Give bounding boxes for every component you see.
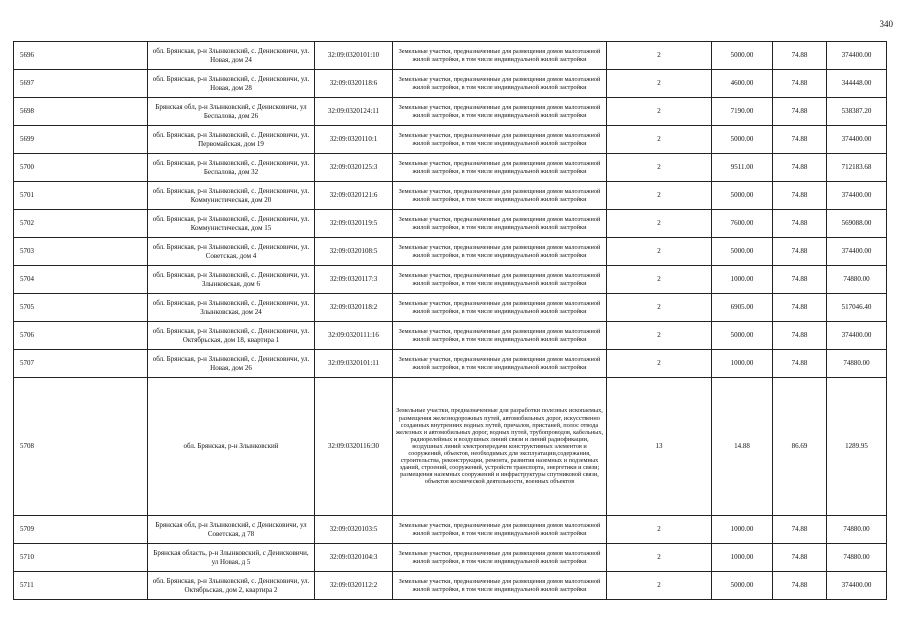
row-number: 5705: [14, 294, 148, 322]
area-cell: 4600.00: [712, 70, 773, 98]
cadastral-number-cell: 32:09:0320101:10: [315, 42, 393, 70]
row-number: 5701: [14, 182, 148, 210]
address-cell: обл. Брянская, р-н Злынковский, с. Денисковичи, ул. Злынковская, дом 24: [148, 294, 315, 322]
cadastral-number-cell: 32:09:0320119:5: [315, 210, 393, 238]
table-row: [14, 70, 887, 98]
row-number: 5700: [14, 154, 148, 182]
land-use-cell: Земельные участки, предназначенные для размещения домов малоэтажной жилой застройки, в том числе индивидуальной жилой застройки: [393, 210, 607, 238]
rate-cell: 74.88: [773, 350, 827, 378]
address-cell: обл. Брянская, р-н Злынковский, с. Денисковичи, ул. Октябрьская, дом 18, квартира 1: [148, 322, 315, 350]
land-use-cell: Земельные участки, предназначенные для разработки полезных ископаемых, размещения железнодорожных путей, автомобильных дорог, искусственно созданных внутренних водных путей, причалов, пристаней, полос отвода железных и автомобильных дорог, водных путей, трубопроводов, кабельных, радиорелейных и воздушных линий связи и линий радиофикации, воздушных линий электропередачи конструктивных элементов и сооружений, объектов, необходимых для эксплуатации,содержания, строительства, реконструкции, ремонта, развития наземных и подземных зданий, строений, сооружений, устройств транспорта, энергетики и связи; размещения наземных сооружений и инфраструктуры спутниковой связи, объектов космической деятельности, военных объектов: [393, 378, 607, 516]
rate-cell: 74.88: [773, 182, 827, 210]
area-cell: 5000.00: [712, 238, 773, 266]
row-number: 5698: [14, 98, 148, 126]
group-cell: 2: [607, 350, 712, 378]
row-number: 5707: [14, 350, 148, 378]
cadastral-number-cell: 32:09:0320103:5: [315, 516, 393, 544]
value-cell: 344448.00: [827, 70, 887, 98]
land-use-cell: Земельные участки, предназначенные для размещения домов малоэтажной жилой застройки, в том числе индивидуальной жилой застройки: [393, 42, 607, 70]
group-cell: 2: [607, 544, 712, 572]
land-use-cell: Земельные участки, предназначенные для размещения домов малоэтажной жилой застройки, в том числе индивидуальной жилой застройки: [393, 294, 607, 322]
row-number: 5704: [14, 266, 148, 294]
rate-cell: 74.88: [773, 154, 827, 182]
rate-cell: 74.88: [773, 266, 827, 294]
group-cell: 2: [607, 516, 712, 544]
rate-cell: 74.88: [773, 544, 827, 572]
land-use-cell: Земельные участки, предназначенные для размещения домов малоэтажной жилой застройки, в том числе индивидуальной жилой застройки: [393, 322, 607, 350]
cadastral-number-cell: 32:09:0320125:3: [315, 154, 393, 182]
area-cell: 9511.00: [712, 154, 773, 182]
value-cell: 374400.00: [827, 322, 887, 350]
value-cell: 374400.00: [827, 42, 887, 70]
address-cell: обл. Брянская, р-н Злынковский, с. Денисковичи, ул. Коммунистическая, дом 20: [148, 182, 315, 210]
address-cell: обл. Брянская, р-н Злынковский: [148, 378, 315, 516]
rate-cell: 74.88: [773, 98, 827, 126]
land-use-cell: Земельные участки, предназначенные для размещения домов малоэтажной жилой застройки, в том числе индивидуальной жилой застройки: [393, 572, 607, 600]
land-use-cell: Земельные участки, предназначенные для размещения домов малоэтажной жилой застройки, в том числе индивидуальной жилой застройки: [393, 266, 607, 294]
group-cell: 2: [607, 70, 712, 98]
row-number: 5696: [14, 42, 148, 70]
table-row: [14, 238, 887, 266]
page-number: 340: [879, 19, 893, 29]
value-cell: 374400.00: [827, 238, 887, 266]
table-row: [14, 182, 887, 210]
row-number: 5710: [14, 544, 148, 572]
table-row: [14, 516, 887, 544]
group-cell: 2: [607, 322, 712, 350]
table-row: [14, 544, 887, 572]
rate-cell: 74.88: [773, 572, 827, 600]
value-cell: 74880.00: [827, 266, 887, 294]
land-use-cell: Земельные участки, предназначенные для размещения домов малоэтажной жилой застройки, в том числе индивидуальной жилой застройки: [393, 70, 607, 98]
address-cell: обл. Брянская, р-н Злынковский, с. Денисковичи, ул. Первомайская, дом 19: [148, 126, 315, 154]
land-use-cell: Земельные участки, предназначенные для размещения домов малоэтажной жилой застройки, в том числе индивидуальной жилой застройки: [393, 154, 607, 182]
area-cell: 5000.00: [712, 42, 773, 70]
table-row: [14, 42, 887, 70]
address-cell: Брянская область, р-н Злынковский, с Денисковичи, ул Новая, д 5: [148, 544, 315, 572]
table-row: [14, 572, 887, 600]
value-cell: 1289.95: [827, 378, 887, 516]
land-use-cell: Земельные участки, предназначенные для размещения домов малоэтажной жилой застройки, в том числе индивидуальной жилой застройки: [393, 350, 607, 378]
table-row: [14, 322, 887, 350]
group-cell: 2: [607, 294, 712, 322]
cadastral-number-cell: 32:09:0320118:6: [315, 70, 393, 98]
value-cell: 74880.00: [827, 516, 887, 544]
address-cell: обл. Брянская, р-н Злынковский, с. Денисковичи, ул. Октябрьская, дом 2, квартира 2: [148, 572, 315, 600]
group-cell: 2: [607, 572, 712, 600]
area-cell: 7190.00: [712, 98, 773, 126]
rate-cell: 74.88: [773, 210, 827, 238]
table-row: [14, 210, 887, 238]
row-number: 5703: [14, 238, 148, 266]
cadastral-number-cell: 32:09:0320117:3: [315, 266, 393, 294]
address-cell: обл. Брянская, р-н Злынковский, с. Денисковичи, ул. Беспалова, дом 32: [148, 154, 315, 182]
row-number: 5708: [14, 378, 148, 516]
row-number: 5709: [14, 516, 148, 544]
group-cell: 2: [607, 182, 712, 210]
table-row: [14, 154, 887, 182]
group-cell: 2: [607, 266, 712, 294]
address-cell: обл. Брянская, р-н Злынковский, с. Денисковичи, ул. Коммунистическая, дом 15: [148, 210, 315, 238]
value-cell: 74880.00: [827, 350, 887, 378]
rate-cell: 74.88: [773, 126, 827, 154]
address-cell: обл. Брянская, р-н Злынковский, с. Денисковичи, ул. Новая, дом 26: [148, 350, 315, 378]
group-cell: 2: [607, 210, 712, 238]
area-cell: 1000.00: [712, 516, 773, 544]
area-cell: 1000.00: [712, 266, 773, 294]
area-cell: 5000.00: [712, 126, 773, 154]
area-cell: 7600.00: [712, 210, 773, 238]
table-row: [14, 98, 887, 126]
address-cell: обл. Брянская, р-н Злынковский, с. Денисковичи, ул. Злынковская, дом 6: [148, 266, 315, 294]
cadastral-number-cell: 32:09:0320121:6: [315, 182, 393, 210]
cadastral-number-cell: 32:09:0320108:5: [315, 238, 393, 266]
rate-cell: 74.88: [773, 294, 827, 322]
group-cell: 2: [607, 42, 712, 70]
table-row: [14, 378, 887, 516]
land-use-cell: Земельные участки, предназначенные для размещения домов малоэтажной жилой застройки, в том числе индивидуальной жилой застройки: [393, 126, 607, 154]
address-cell: обл. Брянская, р-н Злынковский, с. Денисковичи, ул. Новая, дом 24: [148, 42, 315, 70]
address-cell: обл. Брянская, р-н Злынковский, с. Денисковичи, ул. Новая, дом 28: [148, 70, 315, 98]
row-number: 5702: [14, 210, 148, 238]
area-cell: 6905.00: [712, 294, 773, 322]
table-row: [14, 294, 887, 322]
row-number: 5706: [14, 322, 148, 350]
rate-cell: 74.88: [773, 322, 827, 350]
rate-cell: 74.88: [773, 516, 827, 544]
group-cell: 2: [607, 126, 712, 154]
value-cell: 74880.00: [827, 544, 887, 572]
land-use-cell: Земельные участки, предназначенные для размещения домов малоэтажной жилой застройки, в том числе индивидуальной жилой застройки: [393, 98, 607, 126]
address-cell: обл. Брянская, р-н Злынковский, с. Денисковичи, ул. Советская, дом 4: [148, 238, 315, 266]
table-row: [14, 126, 887, 154]
area-cell: 5000.00: [712, 182, 773, 210]
value-cell: 374400.00: [827, 182, 887, 210]
area-cell: 14.88: [712, 378, 773, 516]
cadastral-number-cell: 32:09:0320112:2: [315, 572, 393, 600]
value-cell: 374400.00: [827, 572, 887, 600]
area-cell: 1000.00: [712, 544, 773, 572]
table-row: [14, 266, 887, 294]
rate-cell: 74.88: [773, 70, 827, 98]
area-cell: 5000.00: [712, 572, 773, 600]
table-row: [14, 350, 887, 378]
row-number: 5697: [14, 70, 148, 98]
group-cell: 13: [607, 378, 712, 516]
rate-cell: 74.88: [773, 42, 827, 70]
group-cell: 2: [607, 238, 712, 266]
address-cell: Брянская обл, р-н Злынковский, с Денисковичи, ул Советская, д 78: [148, 516, 315, 544]
cadastral-number-cell: 32:09:0320110:1: [315, 126, 393, 154]
land-use-cell: Земельные участки, предназначенные для размещения домов малоэтажной жилой застройки, в том числе индивидуальной жилой застройки: [393, 516, 607, 544]
cadastral-number-cell: 32:09:0320116:30: [315, 378, 393, 516]
rate-cell: 86.69: [773, 378, 827, 516]
cadastral-number-cell: 32:09:0320124:11: [315, 98, 393, 126]
value-cell: 712183.68: [827, 154, 887, 182]
land-use-cell: Земельные участки, предназначенные для размещения домов малоэтажной жилой застройки, в том числе индивидуальной жилой застройки: [393, 182, 607, 210]
group-cell: 2: [607, 154, 712, 182]
value-cell: 374400.00: [827, 126, 887, 154]
land-use-cell: Земельные участки, предназначенные для размещения домов малоэтажной жилой застройки, в том числе индивидуальной жилой застройки: [393, 238, 607, 266]
area-cell: 5000.00: [712, 322, 773, 350]
land-use-cell: Земельные участки, предназначенные для размещения домов малоэтажной жилой застройки, в том числе индивидуальной жилой застройки: [393, 544, 607, 572]
rate-cell: 74.88: [773, 238, 827, 266]
table-body: [14, 42, 887, 600]
address-cell: Брянская обл, р-н Злынковский, с Денисковичи, ул Беспалова, дом 26: [148, 98, 315, 126]
row-number: 5699: [14, 126, 148, 154]
value-cell: 517046.40: [827, 294, 887, 322]
area-cell: 1000.00: [712, 350, 773, 378]
row-number: 5711: [14, 572, 148, 600]
value-cell: 569088.00: [827, 210, 887, 238]
cadastral-number-cell: 32:09:0320104:3: [315, 544, 393, 572]
cadastral-number-cell: 32:09:0320118:2: [315, 294, 393, 322]
group-cell: 2: [607, 98, 712, 126]
cadastral-number-cell: 32:09:0320101:11: [315, 350, 393, 378]
cadastral-number-cell: 32:09:0320111:16: [315, 322, 393, 350]
cadastral-table: [13, 41, 887, 600]
value-cell: 538387.20: [827, 98, 887, 126]
